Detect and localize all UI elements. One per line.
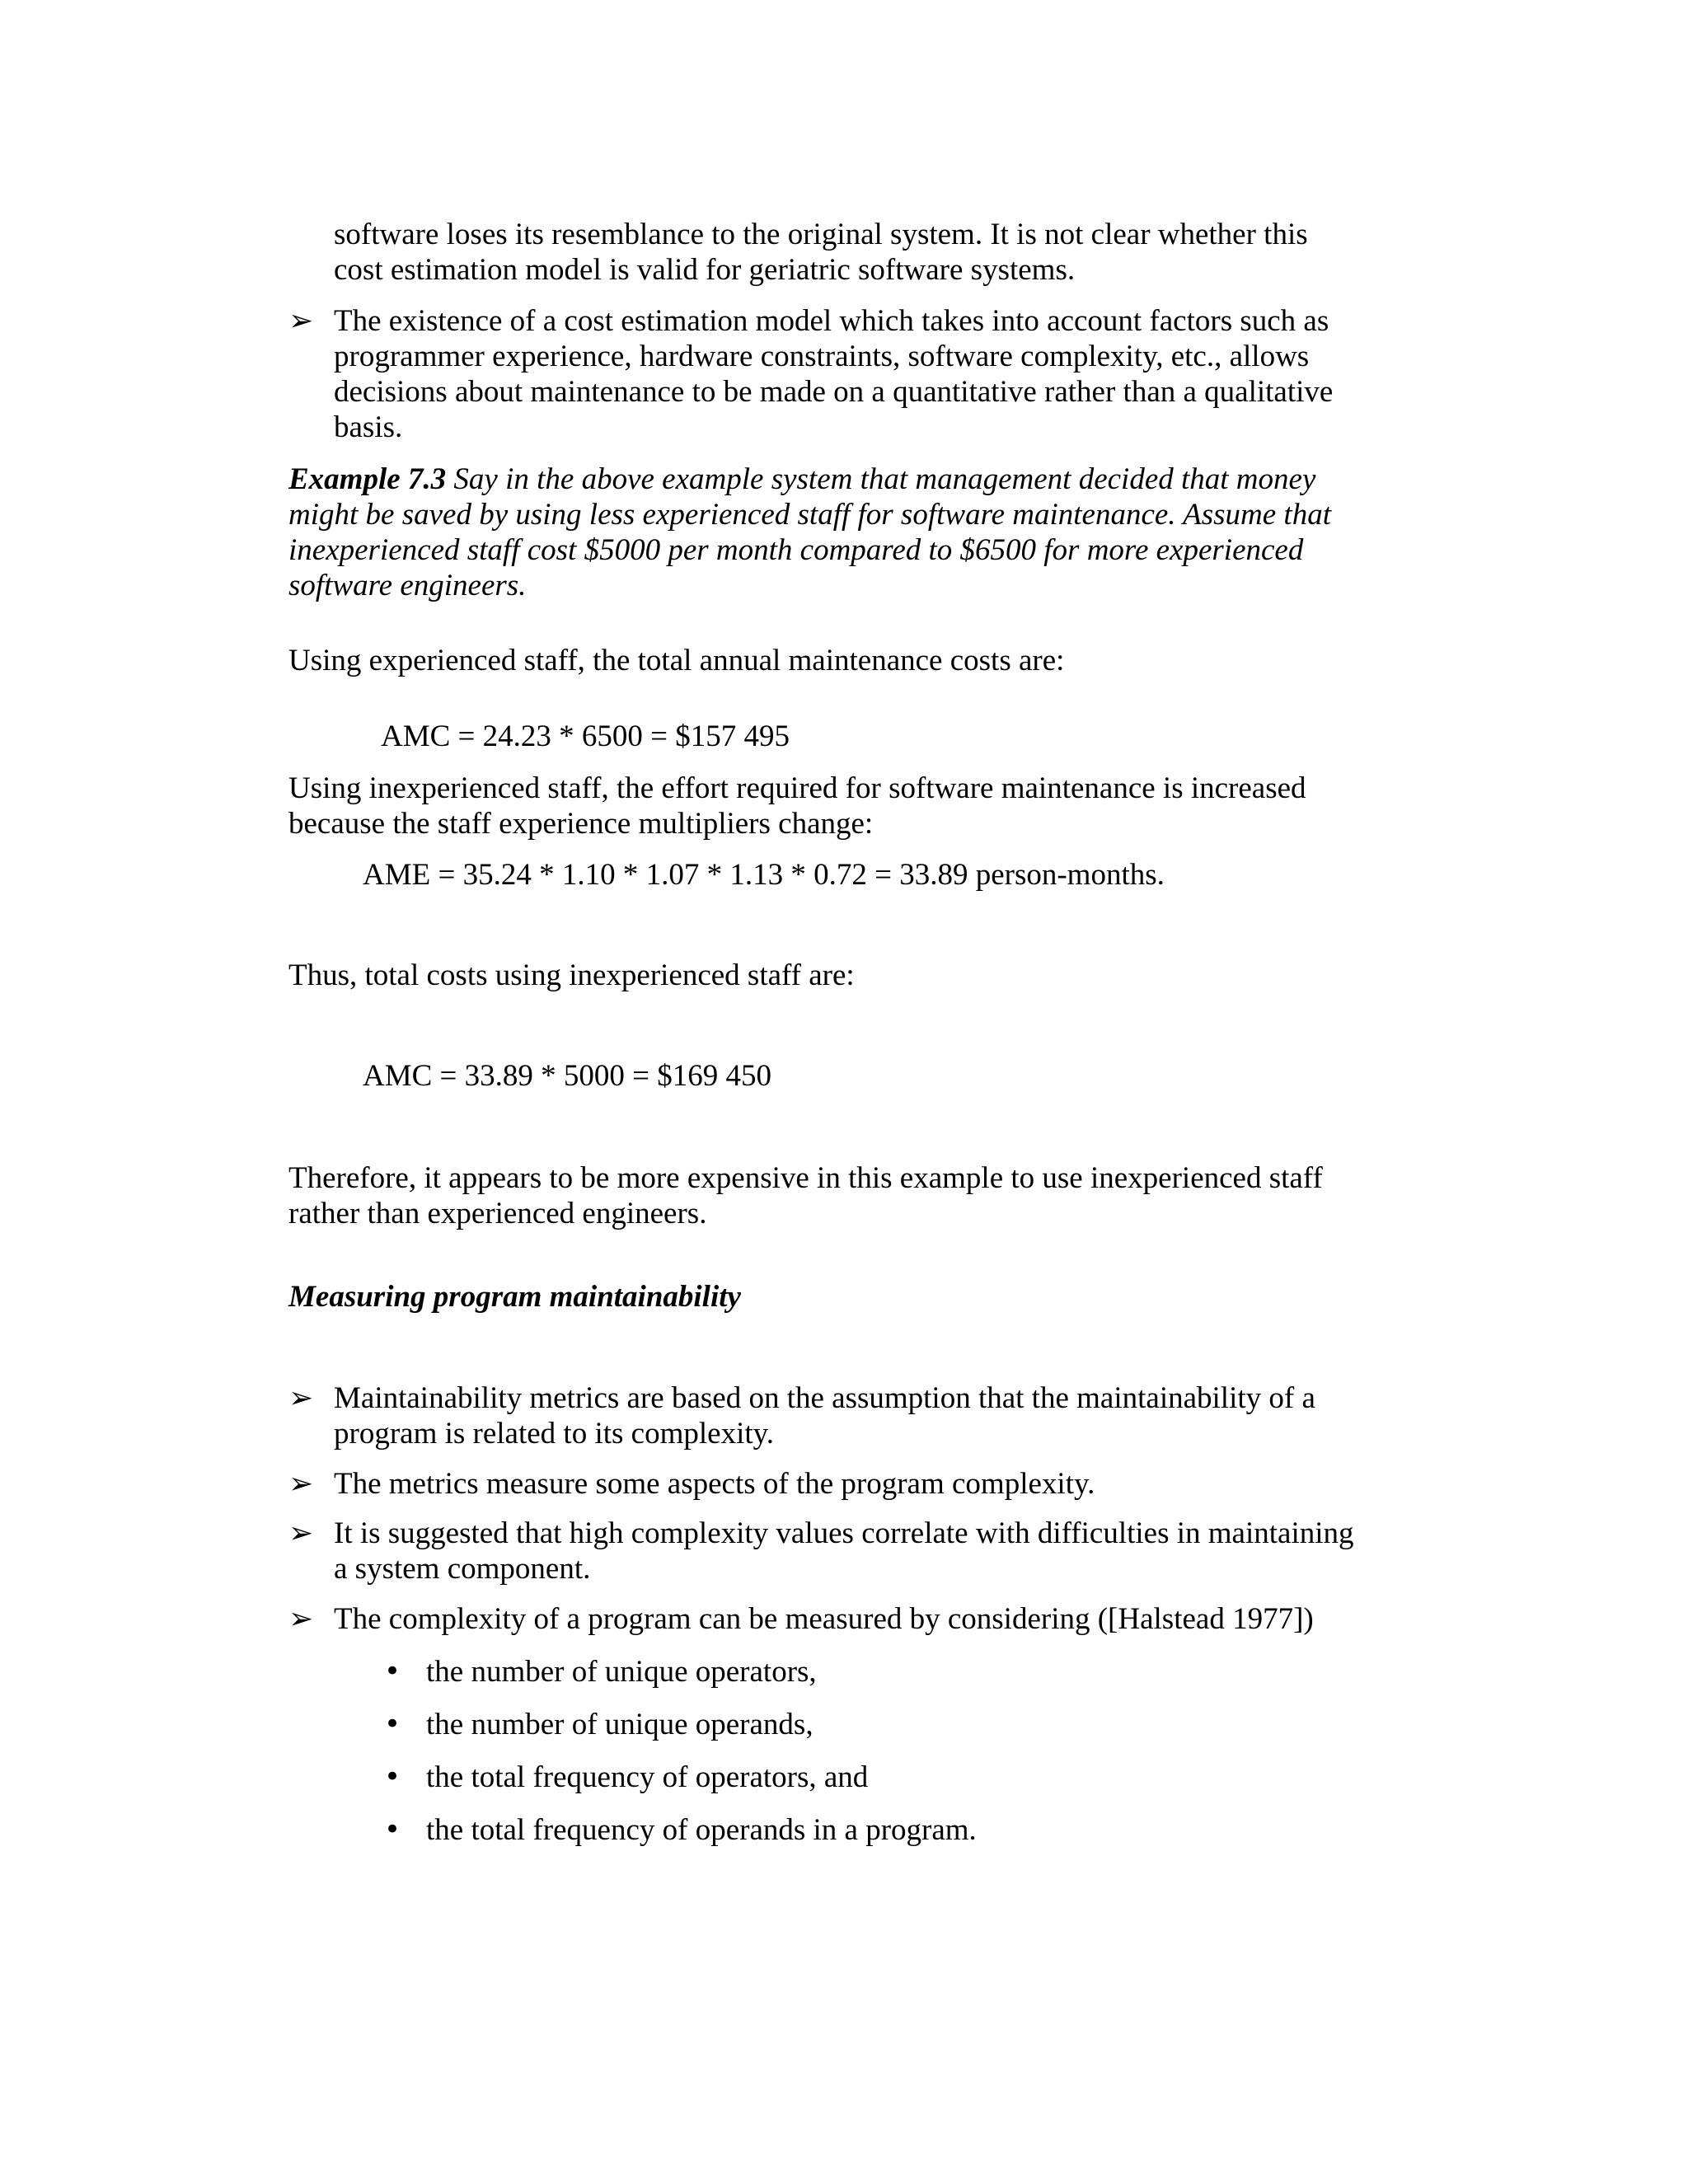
text-line: the number of unique operands, (426, 1708, 814, 1741)
bullet-item (334, 1516, 1354, 1586)
example-block (288, 462, 1331, 603)
equation-amc-inexperienced (363, 1058, 771, 1094)
sub-bullet-item (426, 1654, 817, 1690)
text-line: rather than experienced engineers. (288, 1197, 707, 1230)
sub-bullet-item (426, 1760, 868, 1795)
text-line: It is suggested that high complexity values correlate with difficulties in maintaining (334, 1516, 1354, 1550)
arrow-bullet-icon: ➢ (288, 304, 314, 338)
arrow-bullet-icon: ➢ (288, 1467, 314, 1501)
text-line: decisions about maintenance to be made on a quantitative rather than a qualitative (334, 375, 1334, 409)
arrow-bullet-icon: ➢ (288, 1602, 314, 1636)
text-line: because the staff experience multipliers change: (288, 807, 874, 841)
paragraph-inexperienced (288, 771, 1306, 841)
text-line: the number of unique operators, (426, 1655, 817, 1689)
text-line: the total frequency of operands in a program. (426, 1813, 977, 1847)
bullet-item (334, 1601, 1314, 1637)
equation-ame (363, 857, 1165, 893)
paragraph-therefore (288, 1160, 1323, 1231)
section-heading (288, 1279, 741, 1315)
text-line: Therefore, it appears to be more expensive in this example to use inexperienced staff (288, 1161, 1323, 1195)
text-line: programmer experience, hardware constraints, software complexity, etc., allows (334, 340, 1310, 373)
example-text: Say in the above example system that management decided that money (446, 462, 1316, 496)
text-line: Maintainability metrics are based on the assumption that the maintainability of a (334, 1381, 1315, 1415)
paragraph-thus (288, 958, 855, 993)
text-line: The metrics measure some aspects of the program complexity. (334, 1467, 1095, 1501)
heading-text: Measuring program maintainability (288, 1280, 741, 1314)
text-line: software loses its resemblance to the original system. It is not clear whether this (334, 218, 1308, 251)
text-line: a system component. (334, 1552, 591, 1586)
example-label: Example 7.3 (288, 462, 447, 496)
equation-amc-experienced (381, 719, 790, 754)
text-line: The complexity of a program can be measured by considering ([Halstead 1977]) (334, 1602, 1314, 1636)
arrow-bullet-icon: ➢ (288, 1381, 314, 1415)
bullet-dot-icon: • (384, 1708, 401, 1741)
bullet-dot-icon: • (384, 1760, 401, 1793)
text-line: Using inexperienced staff, the effort required for software maintenance is increased (288, 771, 1306, 805)
text-line: The existence of a cost estimation model which takes into account factors such as (334, 304, 1329, 338)
text-line: Using experienced staff, the total annual maintenance costs are: (288, 644, 1065, 677)
example-first-line (288, 462, 1331, 497)
arrow-bullet-icon: ➢ (288, 1516, 314, 1550)
paragraph-experienced (288, 643, 1064, 678)
text-line: program is related to its complexity. (334, 1417, 774, 1451)
bullet-item (334, 1466, 1095, 1502)
bullet-item (334, 1380, 1315, 1451)
equation-text: AMC = 24.23 * 6500 = $157 495 (381, 719, 790, 753)
sub-bullet-item (426, 1707, 814, 1742)
bullet-item (334, 303, 1333, 445)
bullet-dot-icon: • (384, 1655, 401, 1688)
text-line: cost estimation model is valid for geriatric software systems. (334, 253, 1076, 287)
equation-text: AME = 35.24 * 1.10 * 1.07 * 1.13 * 0.72 = 33.89 person-months. (363, 858, 1165, 892)
text-line: the total frequency of operators, and (426, 1760, 869, 1794)
text-line: software engineers. (288, 569, 527, 602)
text-line: Thus, total costs using inexperienced staff are: (288, 958, 855, 992)
text-line: basis. (334, 410, 403, 444)
equation-text: AMC = 33.89 * 5000 = $169 450 (363, 1059, 772, 1093)
bullet-dot-icon: • (384, 1813, 401, 1846)
continuation-text (334, 217, 1308, 288)
sub-bullet-item (426, 1812, 977, 1848)
text-line: might be saved by using less experienced staff for software maintenance. Assume that (288, 498, 1331, 532)
text-line: inexperienced staff cost $5000 per month compared to $6500 for more experienced (288, 533, 1304, 567)
